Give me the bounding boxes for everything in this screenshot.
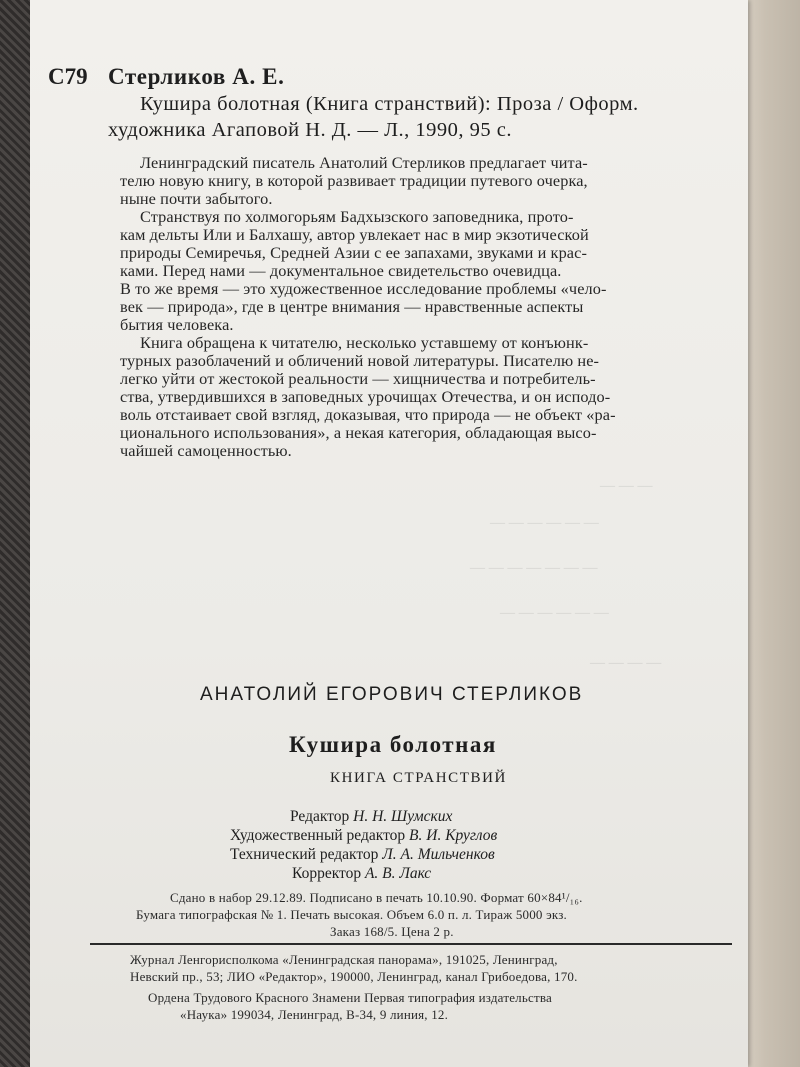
colophon-author: АНАТОЛИЙ ЕГОРОВИЧ СТЕРЛИКОВ bbox=[200, 684, 584, 705]
annotation-line: ства, утвердившихся в заповедных урочищах Отечества, и он исподо- bbox=[120, 387, 611, 406]
annotation-line: Странствуя по холмогорьям Бадхызского заповедника, прото- bbox=[140, 207, 574, 226]
print-details: Сдано в набор 29.12.89. Подписано в печать 10.10.90. Формат 60×84¹/₁₆. bbox=[170, 890, 583, 905]
publisher-details: Невский пр., 53; ЛИО «Редактор», 190000, Ленинград, канал Грибоедова, 170. bbox=[130, 969, 578, 984]
print-details: Заказ 168/5. Цена 2 р. bbox=[330, 924, 454, 939]
annotation-line: турных разоблачений и обличений новой литературы. Писателю не- bbox=[120, 351, 600, 370]
bleed-through-text: — — — bbox=[600, 478, 653, 494]
credit-name: Л. А. Мильченков bbox=[382, 846, 495, 863]
bleed-through-text: — — — — bbox=[590, 655, 662, 671]
annotation-line: кам дельты Или и Балхашу, автор увлекает нас в мир экзотической bbox=[120, 225, 589, 244]
bleed-through-text: — — — — — — bbox=[500, 605, 609, 621]
catalog-title-line: художника Агаповой Н. Д. — Л., 1990, 95 с. bbox=[108, 119, 513, 141]
catalog-code: С79 bbox=[48, 64, 88, 89]
credit-proofreader bbox=[292, 865, 431, 883]
credit-role: Технический редактор bbox=[230, 846, 379, 863]
annotation-line: природы Семиречья, Средней Азии с ее запахами, звуками и крас- bbox=[120, 243, 587, 262]
book-page bbox=[30, 0, 748, 1067]
annotation-line: ками. Перед нами — документальное свидетельство очевидца. bbox=[120, 261, 562, 280]
annotation-line: Книга обращена к читателю, несколько уставшему от конъюнк- bbox=[140, 333, 589, 352]
annotation-line: ционального использования», а некая категория, обладающая высо- bbox=[120, 423, 597, 442]
publisher-details: Журнал Ленгорисполкома «Ленинградская панорама», 191025, Ленинград, bbox=[130, 952, 558, 967]
credit-editor bbox=[290, 808, 452, 826]
annotation-line: Ленинградский писатель Анатолий Стерликов предлагает чита- bbox=[140, 153, 588, 172]
print-details: Бумага типографская № 1. Печать высокая. Объем 6.0 п. л. Тираж 5000 экз. bbox=[136, 907, 567, 922]
credit-art-editor bbox=[230, 827, 497, 845]
annotation-line: век — природа», где в центре внимания — нравственные аспекты bbox=[120, 297, 584, 316]
credit-name: Н. Н. Шумских bbox=[353, 808, 453, 825]
credit-tech-editor bbox=[230, 846, 495, 864]
catalog-title-line: Кушира болотная (Книга странствий): Проза / Оформ. bbox=[140, 93, 639, 115]
printer-details: «Наука» 199034, Ленинград, В-34, 9 линия, 12. bbox=[180, 1007, 449, 1022]
catalog-author: Стерликов А. Е. bbox=[108, 64, 285, 89]
credit-name: В. И. Круглов bbox=[409, 827, 498, 844]
annotation-line: ныне почти забытого. bbox=[120, 189, 273, 208]
credit-role: Художественный редактор bbox=[230, 827, 406, 844]
annotation-line: бытия человека. bbox=[120, 315, 234, 334]
credit-role: Корректор bbox=[292, 865, 362, 882]
annotation-line: телю новую книгу, в которой развивает традиции путевого очерка, bbox=[120, 171, 588, 190]
printer-details: Ордена Трудового Красного Знамени Первая типография издательства bbox=[148, 990, 552, 1005]
book-cover-edge bbox=[741, 0, 800, 1067]
credit-role: Редактор bbox=[290, 808, 350, 825]
divider-rule bbox=[90, 943, 732, 945]
annotation-line: чайшей самоценностью. bbox=[120, 441, 292, 460]
annotation-line: легко уйти от жестокой реальности — хищничества и потребитель- bbox=[120, 369, 596, 388]
bleed-through-text: — — — — — — bbox=[490, 515, 599, 531]
colophon-subtitle: КНИГА СТРАНСТВИЙ bbox=[330, 770, 507, 786]
annotation-line: В то же время — это художественное исследование проблемы «чело- bbox=[120, 279, 607, 298]
bleed-through-text: — — — — — — — bbox=[470, 560, 598, 576]
credit-name: А. В. Лакс bbox=[364, 865, 432, 882]
annotation-line: воль отстаивает свой взгляд, доказывая, что природа — не объект «ра- bbox=[120, 405, 616, 424]
colophon-title: Кушира болотная bbox=[289, 732, 497, 757]
